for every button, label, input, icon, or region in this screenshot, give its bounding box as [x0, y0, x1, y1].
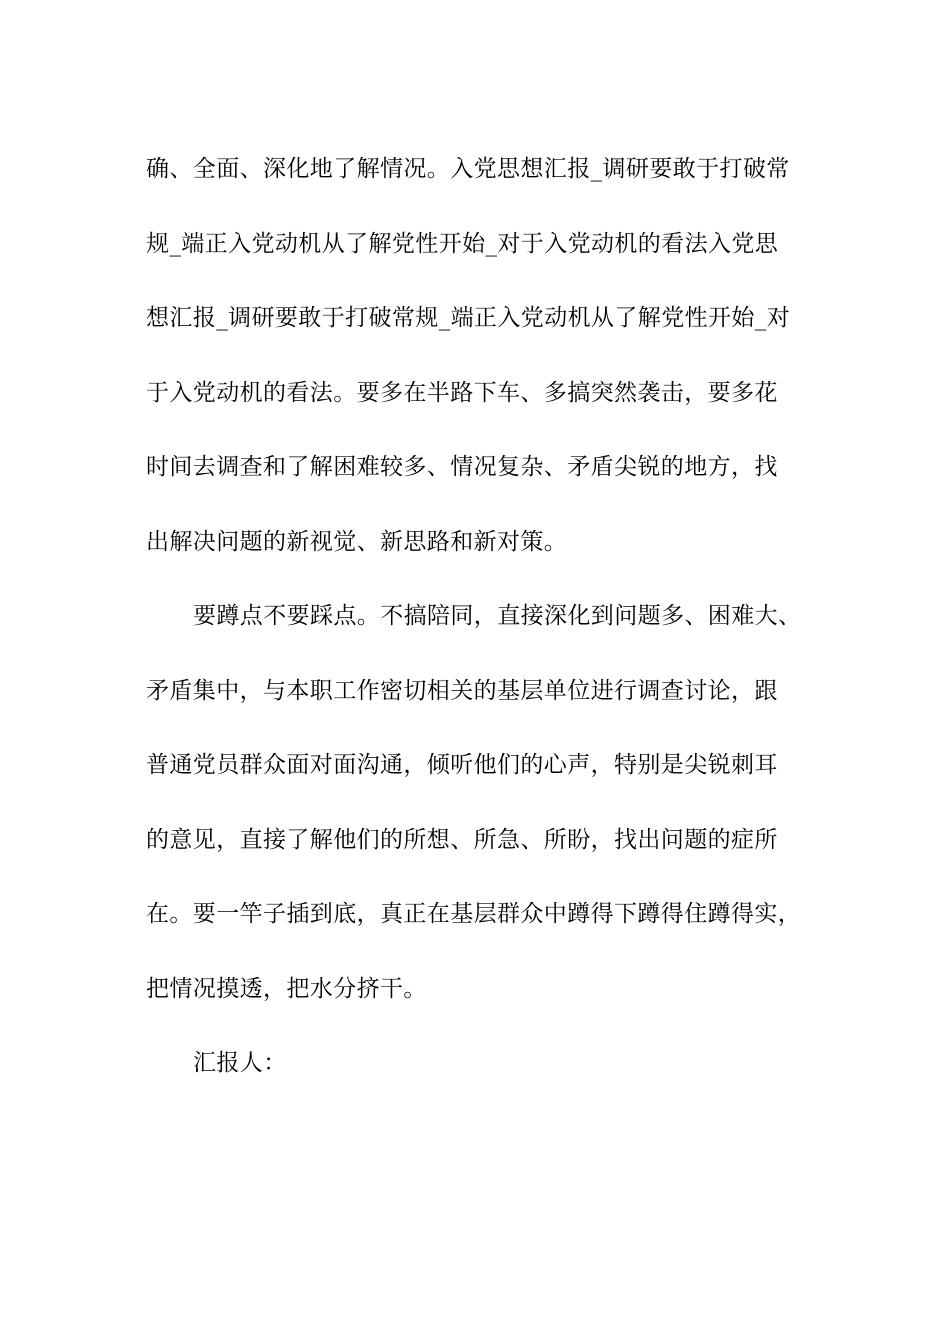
text-line: 矛盾集中，与本职工作密切相关的基层单位进行调查讨论，跟 [146, 677, 778, 704]
text-line: 于入党动机的看法。要多在半路下车、多搞突然袭击，要多花 [146, 379, 778, 406]
text-line: 把情况摸透，把水分挤干。 [146, 975, 427, 1002]
paragraph-2 [146, 579, 826, 1026]
signature-label: 汇报人： [193, 1050, 287, 1076]
text-line: 想汇报_调研要敢于打破常规_端正入党动机从了解党性开始_对 [146, 305, 791, 331]
text-line: 确、全面、深化地了解情况。入党思想汇报_调研要敢于打破常 [146, 156, 790, 182]
text-line: 的意见，直接了解他们的所想、所急、所盼，找出问题的症所 [146, 826, 778, 853]
text-line: 出解决问题的新视觉、新思路和新对策。 [146, 528, 568, 555]
text-line: 在。要一竿子插到底，真正在基层群众中蹲得下蹲得住蹲得实， [146, 901, 802, 927]
text-line: 规_端正入党动机从了解党性开始_对于入党动机的看法入党思 [146, 230, 779, 257]
text-line: 普通党员群众面对面沟通，倾听他们的心声，特别是尖锐刺耳 [146, 752, 778, 778]
paragraph-1 [146, 132, 826, 579]
text-line: 时间去调查和了解困难较多、情况复杂、矛盾尖锐的地方，找 [146, 454, 778, 480]
document-body [146, 132, 826, 1101]
text-line: 要蹲点不要踩点。不搞陪同，直接深化到问题多、困难大、 [193, 603, 802, 629]
signature-block [146, 1026, 826, 1101]
